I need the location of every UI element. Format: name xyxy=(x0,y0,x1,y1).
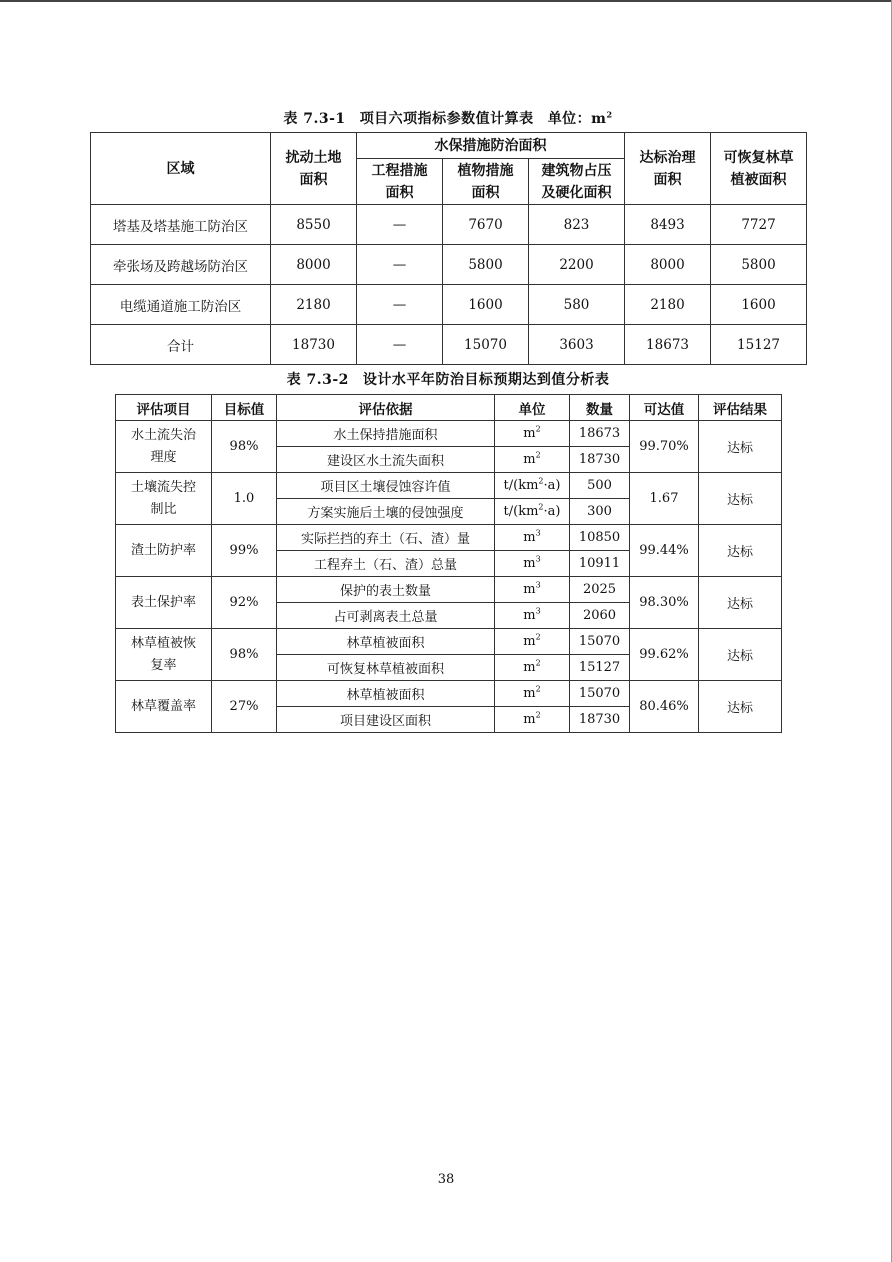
header-standard-area: 达标治理 面积 xyxy=(625,133,711,205)
cell-restorable: 1600 xyxy=(711,285,807,325)
header-target: 目标值 xyxy=(212,395,277,421)
unit-base: t/(km xyxy=(503,504,539,519)
unit-superscript: 2 xyxy=(538,502,544,512)
cell-quantity: 18730 xyxy=(570,447,630,473)
cell-engineering: — xyxy=(357,325,443,365)
header-quantity: 数量 xyxy=(570,395,630,421)
cell-quantity: 15070 xyxy=(570,629,630,655)
cell-result: 达标 xyxy=(699,629,782,681)
cell-target: 1.0 xyxy=(212,473,277,525)
indicator-parameter-table xyxy=(90,132,807,365)
cell-achievable: 99.70% xyxy=(630,421,699,473)
cell-unit xyxy=(495,681,570,707)
cell-achievable: 99.62% xyxy=(630,629,699,681)
table-row xyxy=(116,681,782,707)
cell-item: 水土流失治 理度 xyxy=(116,421,212,473)
header-restorable-area: 可恢复林草 植被面积 xyxy=(711,133,807,205)
cell-target: 98% xyxy=(212,629,277,681)
cell-basis: 水土保持措施面积 xyxy=(277,421,495,447)
cell-achievable: 99.44% xyxy=(630,525,699,577)
cell-basis: 项目建设区面积 xyxy=(277,707,495,733)
cell-quantity: 2060 xyxy=(570,603,630,629)
cell-item: 渣土防护率 xyxy=(116,525,212,577)
cell-plant: 5800 xyxy=(443,245,529,285)
cell-basis: 保护的表土数量 xyxy=(277,577,495,603)
header-engineering-area: 工程措施 面积 xyxy=(357,159,443,205)
unit-superscript: 2 xyxy=(535,710,541,720)
cell-quantity: 2025 xyxy=(570,577,630,603)
header-result: 评估结果 xyxy=(699,395,782,421)
cell-quantity: 18673 xyxy=(570,421,630,447)
cell-quantity: 500 xyxy=(570,473,630,499)
table-row xyxy=(116,525,782,551)
unit-superscript: 3 xyxy=(535,580,541,590)
cell-unit xyxy=(495,473,570,499)
unit-superscript: 3 xyxy=(535,528,541,538)
cell-achievable: 80.46% xyxy=(630,681,699,733)
cell-result: 达标 xyxy=(699,681,782,733)
unit-base: m xyxy=(523,582,536,597)
unit-base: m xyxy=(523,660,536,675)
cell-restorable: 7727 xyxy=(711,205,807,245)
cell-unit xyxy=(495,421,570,447)
cell-target: 99% xyxy=(212,525,277,577)
table1-caption-unit-sup: 2 xyxy=(606,109,613,120)
cell-basis: 林草植被面积 xyxy=(277,629,495,655)
unit-tail: ·a) xyxy=(543,504,561,519)
cell-basis: 占可剥离表土总量 xyxy=(277,603,495,629)
cell-item: 林草植被恢 复率 xyxy=(116,629,212,681)
table1-caption-label: 表 7.3-1 xyxy=(283,111,346,127)
cell-basis: 方案实施后土壤的侵蚀强度 xyxy=(277,499,495,525)
header-achievable: 可达值 xyxy=(630,395,699,421)
unit-base: m xyxy=(523,556,536,571)
page-number: 38 xyxy=(437,1172,455,1187)
table2-caption-label: 表 7.3-2 xyxy=(286,372,349,388)
unit-base: m xyxy=(523,452,536,467)
cell-standard: 2180 xyxy=(625,285,711,325)
cell-basis: 实际拦挡的弃土（石、渣）量 xyxy=(277,525,495,551)
table-row xyxy=(91,285,807,325)
unit-superscript: 2 xyxy=(535,658,541,668)
unit-tail: ·a) xyxy=(543,478,561,493)
cell-unit xyxy=(495,447,570,473)
cell-basis: 可恢复林草植被面积 xyxy=(277,655,495,681)
cell-unit xyxy=(495,551,570,577)
cell-unit xyxy=(495,707,570,733)
cell-item: 林草覆盖率 xyxy=(116,681,212,733)
cell-quantity: 15127 xyxy=(570,655,630,681)
cell-basis: 项目区土壤侵蚀容许值 xyxy=(277,473,495,499)
cell-standard: 18673 xyxy=(625,325,711,365)
cell-target: 27% xyxy=(212,681,277,733)
cell-unit xyxy=(495,525,570,551)
table-row xyxy=(91,245,807,285)
cell-standard: 8000 xyxy=(625,245,711,285)
cell-quantity: 18730 xyxy=(570,707,630,733)
cell-unit xyxy=(495,603,570,629)
unit-base: m xyxy=(523,686,536,701)
cell-disturbed: 8000 xyxy=(271,245,357,285)
table-row xyxy=(116,629,782,655)
cell-unit xyxy=(495,655,570,681)
header-plant-area: 植物措施 面积 xyxy=(443,159,529,205)
unit-superscript: 2 xyxy=(535,632,541,642)
cell-unit xyxy=(495,629,570,655)
cell-engineering: — xyxy=(357,205,443,245)
cell-building: 823 xyxy=(529,205,625,245)
cell-achievable: 98.30% xyxy=(630,577,699,629)
cell-achievable: 1.67 xyxy=(630,473,699,525)
cell-basis: 建设区水土流失面积 xyxy=(277,447,495,473)
table2-caption-title: 设计水平年防治目标预期达到值分析表 xyxy=(362,372,610,388)
cell-engineering: — xyxy=(357,285,443,325)
cell-region: 合计 xyxy=(91,325,271,365)
unit-superscript: 3 xyxy=(535,554,541,564)
unit-base: m xyxy=(523,712,536,727)
table-row xyxy=(116,473,782,499)
target-analysis-table xyxy=(115,394,782,733)
header-unit: 单位 xyxy=(495,395,570,421)
cell-disturbed: 18730 xyxy=(271,325,357,365)
table1-caption xyxy=(90,108,806,128)
cell-target: 92% xyxy=(212,577,277,629)
unit-superscript: 2 xyxy=(538,476,544,486)
cell-disturbed: 8550 xyxy=(271,205,357,245)
table1-caption-unit: 单位：m xyxy=(547,111,607,127)
cell-plant: 15070 xyxy=(443,325,529,365)
cell-result: 达标 xyxy=(699,473,782,525)
unit-superscript: 2 xyxy=(535,450,541,460)
unit-base: m xyxy=(523,608,536,623)
unit-superscript: 3 xyxy=(535,606,541,616)
header-basis: 评估依据 xyxy=(277,395,495,421)
cell-standard: 8493 xyxy=(625,205,711,245)
unit-base: m xyxy=(523,530,536,545)
cell-plant: 7670 xyxy=(443,205,529,245)
cell-region: 塔基及塔基施工防治区 xyxy=(91,205,271,245)
table-row xyxy=(116,577,782,603)
cell-quantity: 15070 xyxy=(570,681,630,707)
unit-base: t/(km xyxy=(503,478,539,493)
cell-result: 达标 xyxy=(699,525,782,577)
unit-base: m xyxy=(523,634,536,649)
cell-restorable: 15127 xyxy=(711,325,807,365)
header-soil-water-group: 水保措施防治面积 xyxy=(357,133,625,159)
cell-quantity: 300 xyxy=(570,499,630,525)
cell-unit xyxy=(495,499,570,525)
table-row xyxy=(91,205,807,245)
cell-region: 牵张场及跨越场防治区 xyxy=(91,245,271,285)
cell-restorable: 5800 xyxy=(711,245,807,285)
cell-engineering: — xyxy=(357,245,443,285)
cell-unit xyxy=(495,577,570,603)
table2-caption xyxy=(115,369,781,389)
cell-building: 2200 xyxy=(529,245,625,285)
cell-quantity: 10911 xyxy=(570,551,630,577)
cell-item: 表土保护率 xyxy=(116,577,212,629)
table-row-total xyxy=(91,325,807,365)
header-disturbed-area: 扰动土地 面积 xyxy=(271,133,357,205)
cell-item: 土壤流失控 制比 xyxy=(116,473,212,525)
cell-basis: 林草植被面积 xyxy=(277,681,495,707)
unit-superscript: 2 xyxy=(535,424,541,434)
cell-plant: 1600 xyxy=(443,285,529,325)
header-item: 评估项目 xyxy=(116,395,212,421)
table-row xyxy=(116,421,782,447)
cell-quantity: 10850 xyxy=(570,525,630,551)
unit-base: m xyxy=(523,426,536,441)
header-building-area: 建筑物占压 及硬化面积 xyxy=(529,159,625,205)
page-top-border xyxy=(0,0,892,2)
cell-region: 电缆通道施工防治区 xyxy=(91,285,271,325)
cell-building: 3603 xyxy=(529,325,625,365)
cell-building: 580 xyxy=(529,285,625,325)
unit-superscript: 2 xyxy=(535,684,541,694)
cell-result: 达标 xyxy=(699,577,782,629)
cell-result: 达标 xyxy=(699,421,782,473)
header-region: 区域 xyxy=(91,133,271,205)
table1-caption-title: 项目六项指标参数值计算表 xyxy=(359,111,534,127)
cell-basis: 工程弃土（石、渣）总量 xyxy=(277,551,495,577)
cell-target: 98% xyxy=(212,421,277,473)
cell-disturbed: 2180 xyxy=(271,285,357,325)
